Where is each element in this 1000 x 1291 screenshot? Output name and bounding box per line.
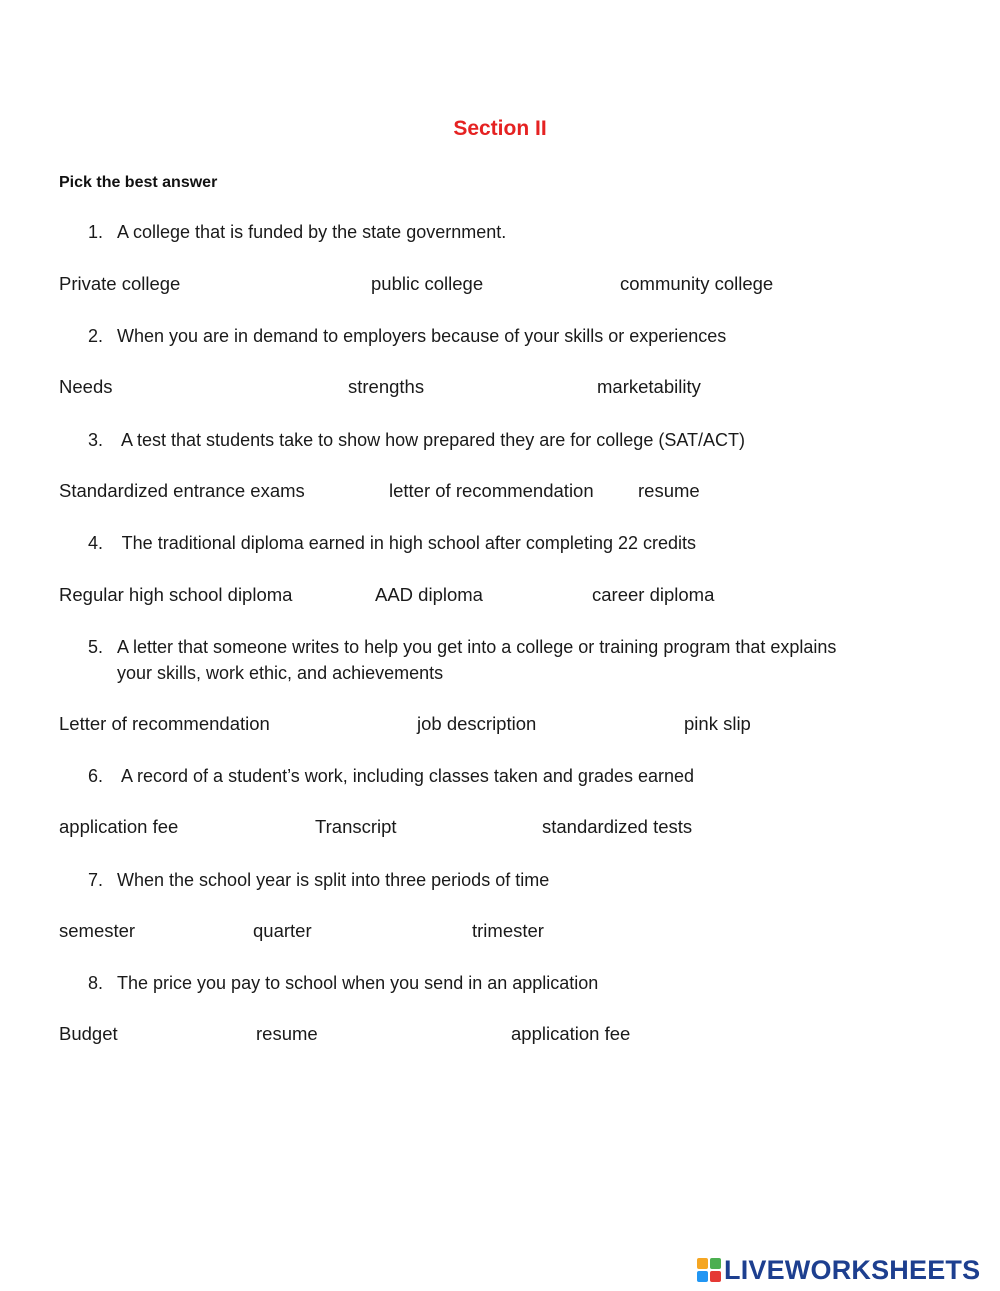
q4-option-2[interactable]: AAD diploma <box>375 584 483 605</box>
q4-option-1[interactable]: Regular high school diploma <box>59 584 293 605</box>
q1-option-3[interactable]: community college <box>620 273 774 294</box>
q1-option-1[interactable]: Private college <box>59 273 181 294</box>
q5-option-1[interactable]: Letter of recommendation <box>59 713 270 734</box>
question-text: The price you pay to school when you send in an application <box>117 973 599 993</box>
section-title: Section II <box>453 117 547 140</box>
q2-option-2[interactable]: strengths <box>348 376 425 397</box>
q6-option-2[interactable]: Transcript <box>315 816 397 837</box>
question-number: 8. <box>88 973 104 993</box>
question-number: 2. <box>88 326 104 346</box>
instruction-text: Pick the best answer <box>59 174 218 191</box>
question-text: A college that is funded by the state government. <box>117 222 507 242</box>
question-text: When you are in demand to employers because of your skills or experiences <box>117 326 727 346</box>
q8-option-2[interactable]: resume <box>256 1023 318 1044</box>
question-text: When the school year is split into three periods of time <box>117 870 550 890</box>
q5-option-2[interactable]: job description <box>417 713 537 734</box>
q7-option-2[interactable]: quarter <box>253 920 312 941</box>
logo-block <box>710 1271 721 1282</box>
q3-option-1[interactable]: Standardized entrance exams <box>59 480 305 501</box>
question-number: 3. <box>88 430 104 450</box>
logo-block <box>710 1258 721 1269</box>
q6-option-3[interactable]: standardized tests <box>542 816 693 837</box>
q3-option-2[interactable]: letter of recommendation <box>389 480 594 501</box>
q8-option-3[interactable]: application fee <box>511 1023 631 1044</box>
question-text: A test that students take to show how prepared they are for college (SAT/ACT) <box>117 430 745 450</box>
q5-option-3[interactable]: pink slip <box>684 713 751 734</box>
q6-option-1[interactable]: application fee <box>59 816 179 837</box>
question-text: A record of a student’s work, including classes taken and grades earned <box>117 766 695 786</box>
question-number: 1. <box>88 222 104 242</box>
liveworksheets-logo <box>697 1256 980 1284</box>
question-text-line-2: your skills, work ethic, and achievements <box>117 663 444 683</box>
question-number: 6. <box>88 766 104 786</box>
logo-block <box>697 1271 708 1282</box>
q2-option-3[interactable]: marketability <box>597 376 701 397</box>
q7-option-3[interactable]: trimester <box>472 920 544 941</box>
q2-option-1[interactable]: Needs <box>59 376 113 397</box>
q4-option-3[interactable]: career diploma <box>592 584 715 605</box>
q3-option-3[interactable]: resume <box>638 480 700 501</box>
q1-option-2[interactable]: public college <box>371 273 484 294</box>
q7-option-1[interactable]: semester <box>59 920 136 941</box>
question-number: 4. <box>88 533 104 553</box>
question-number: 5. <box>88 637 104 657</box>
question-number: 7. <box>88 870 104 890</box>
logo-blocks-icon <box>697 1258 721 1282</box>
question-text: A letter that someone writes to help you get into a college or training program that explains <box>117 637 837 657</box>
q8-option-1[interactable]: Budget <box>59 1023 118 1044</box>
logo-block <box>697 1258 708 1269</box>
question-text: The traditional diploma earned in high school after completing 22 credits <box>117 533 697 553</box>
logo-text: LIVEWORKSHEETS <box>724 1254 981 1285</box>
